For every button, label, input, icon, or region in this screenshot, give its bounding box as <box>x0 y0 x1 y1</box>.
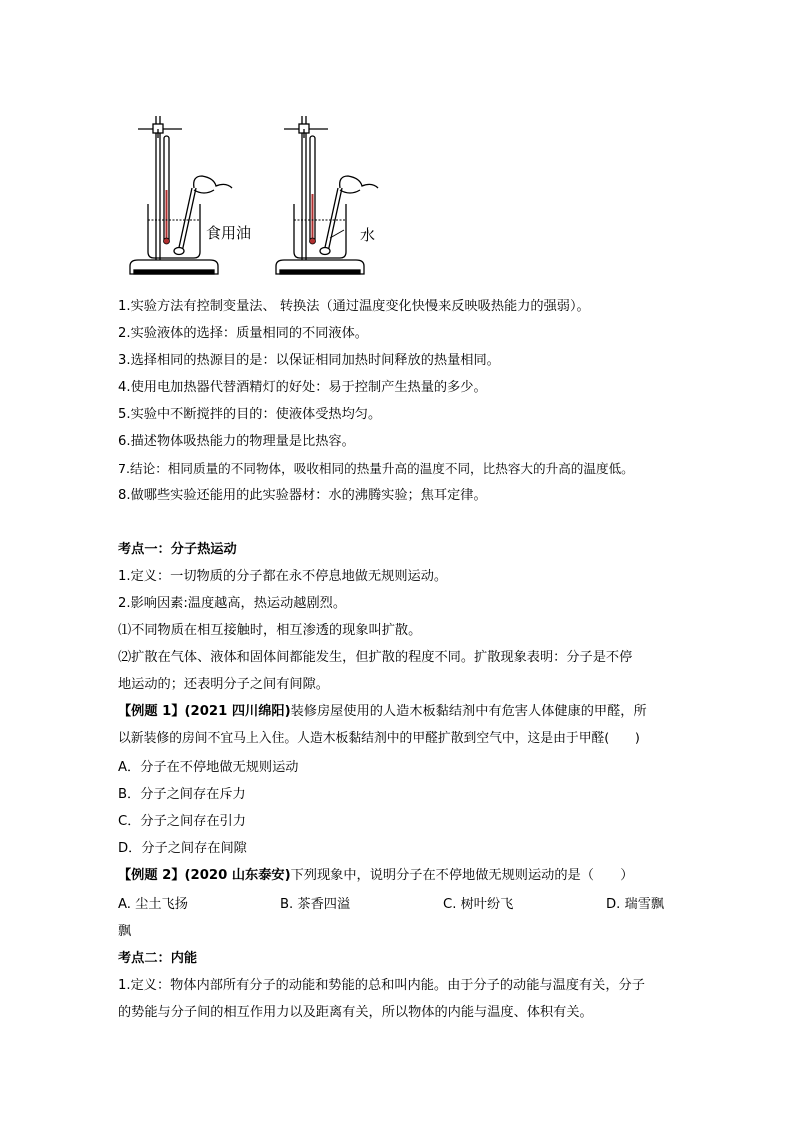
label-cooking-oil: 食用油 <box>206 224 252 242</box>
section-line: 1.定义：物体内部所有分子的动能和势能的总和叫内能。由于分子的动能与温度有关，分子 <box>118 978 645 993</box>
example-1-option: A．分子在不停地做无规则运动 <box>118 760 299 775</box>
section-title: 考点一：分子热运动 <box>118 542 237 557</box>
section-line: 2.影响因素:温度越高，热运动越剧烈。 <box>118 596 347 611</box>
experiment-point: 2.实验液体的选择：质量相同的不同液体。 <box>118 326 368 341</box>
experiment-figure <box>118 108 398 288</box>
example-1-option: B．分子之间存在斥力 <box>118 787 246 802</box>
example-1-option: D．分子之间存在间隙 <box>118 841 247 856</box>
example-1-stem-cont: 以新装修的房间不宜马上入住。人造木板黏结剂中的甲醛扩散到空气中，这是由于甲醛( ) <box>118 731 640 746</box>
example-2-tag: 【例题 2】(2020 山东泰安) <box>118 868 291 883</box>
label-water: 水 <box>360 226 376 244</box>
section-line: 1.定义：一切物质的分子都在永不停息地做无规则运动。 <box>118 569 448 584</box>
experiment-point: 5.实验中不断搅拌的目的：使液体受热均匀。 <box>118 407 382 422</box>
experiment-point: 3.选择相同的热源目的是：以保证相同加热时间释放的热量相同。 <box>118 353 500 368</box>
apparatus-diagram <box>118 108 398 288</box>
experiment-point: 6.描述物体吸热能力的物理量是比热容。 <box>118 434 355 449</box>
example-2-option: C. 树叶纷飞 <box>443 897 514 912</box>
section-line: ⑴不同物质在相互接触时，相互渗透的现象叫扩散。 <box>118 623 422 638</box>
example-2-option: B. 茶香四溢 <box>280 897 351 912</box>
example-2-text: 下列现象中，说明分子在不停地做无规则运动的是（ ） <box>290 868 634 883</box>
experiment-point: 7.结论：相同质量的不同物体，吸收相同的热量升高的温度不同，比热容大的升高的温度低。 <box>118 461 634 476</box>
example-1-stem <box>118 703 678 721</box>
section-title: 考点二：内能 <box>118 951 198 966</box>
section-line: 地运动的；还表明分子之间有间隙。 <box>118 677 329 692</box>
example-1-text: 装修房屋使用的人造木板黏结剂中有危害人体健康的甲醛，所 <box>290 704 647 719</box>
experiment-point: 4.使用电加热器代替酒精灯的好处：易于控制产生热量的多少。 <box>118 380 487 395</box>
example-1-tag: 【例题 1】(2021 四川绵阳) <box>118 704 291 719</box>
example-2-option: D. 瑞雪飘 <box>606 897 665 912</box>
left-apparatus <box>130 116 232 274</box>
section-line: 的势能与分子间的相互作用力以及距离有关，所以物体的内能与温度、体积有关。 <box>118 1005 593 1020</box>
right-apparatus <box>276 116 378 274</box>
experiment-point: 8.做哪些实验还能用的此实验器材：水的沸腾实验；焦耳定律。 <box>118 488 487 503</box>
section-line: ⑵扩散在气体、液体和固体间都能发生，但扩散的程度不同。扩散现象表明：分子是不停 <box>118 650 633 665</box>
experiment-point: 1.实验方法有控制变量法、 转换法（通过温度变化快慢来反映吸热能力的强弱）。 <box>118 299 590 314</box>
example-2-options <box>118 896 678 914</box>
example-2-stem <box>118 867 678 885</box>
example-1-option: C．分子之间存在引力 <box>118 814 246 829</box>
example-2-wrap: 飘 <box>118 924 132 939</box>
example-2-option: A. 尘土飞扬 <box>118 897 188 912</box>
